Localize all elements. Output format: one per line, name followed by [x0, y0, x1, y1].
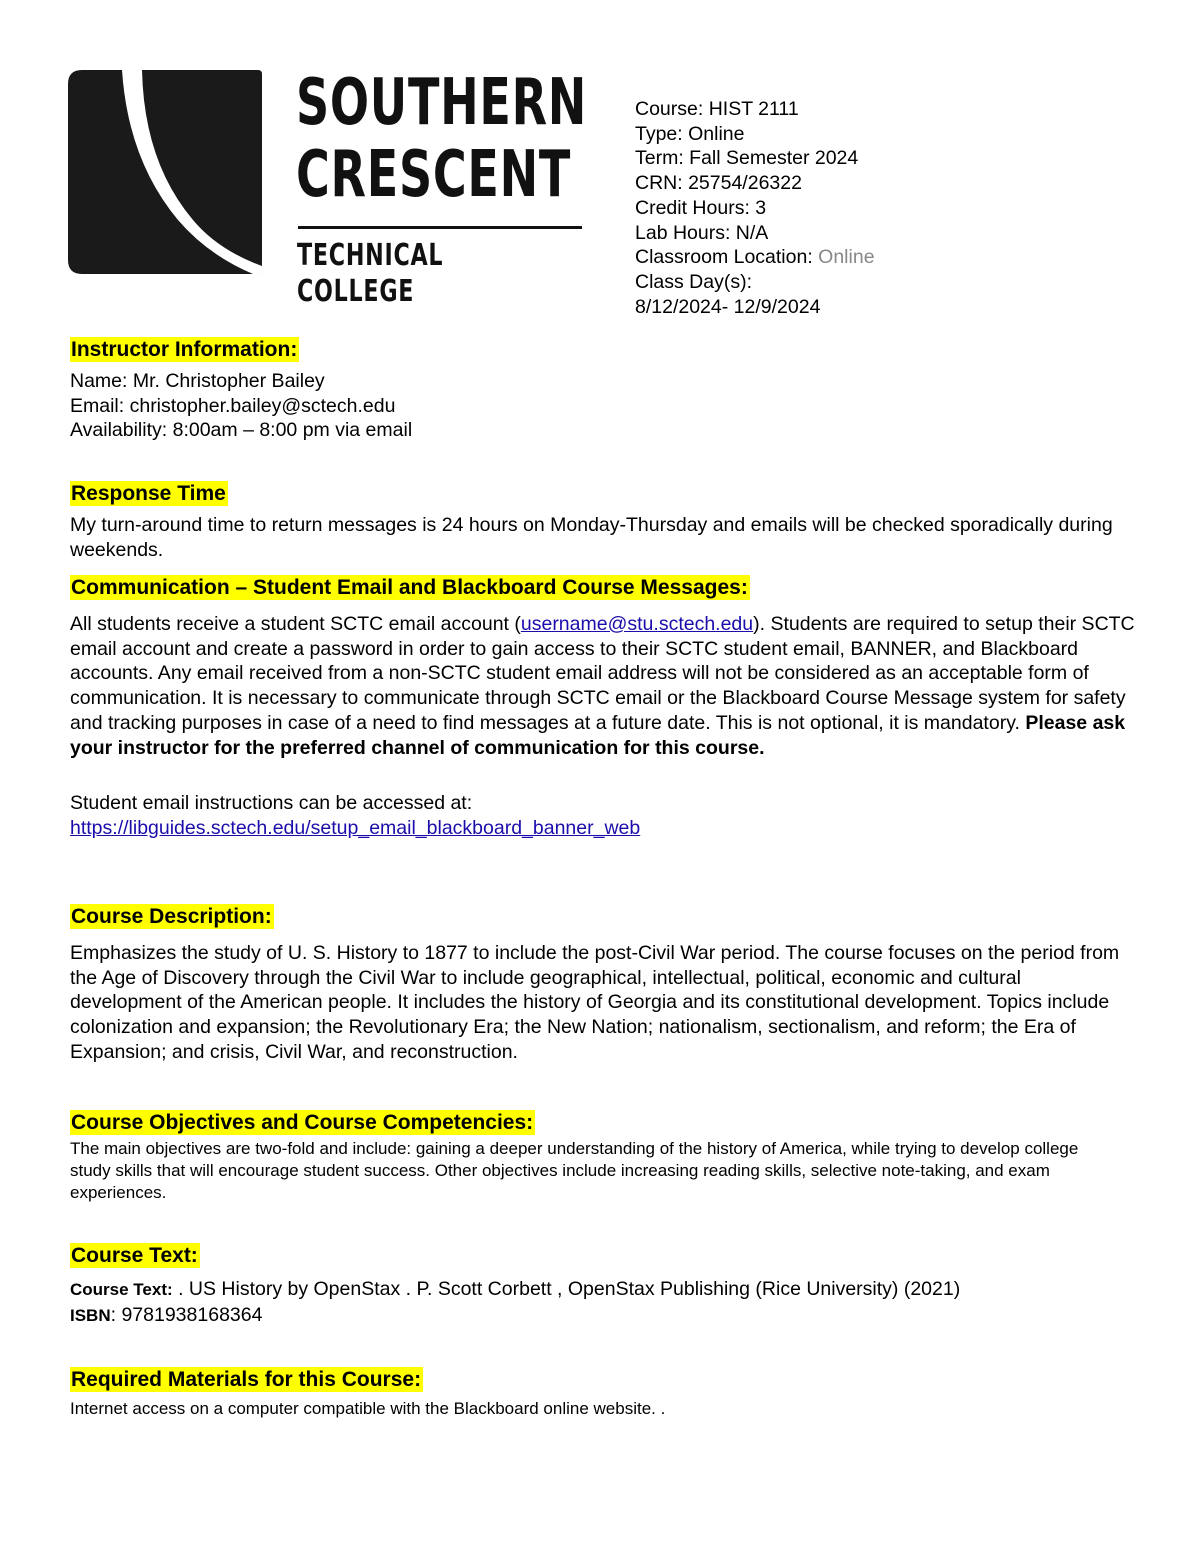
description-heading: Course Description:: [71, 905, 272, 928]
isbn-label: ISBN: [70, 1305, 111, 1325]
lab-hours: Lab Hours: N/A: [635, 221, 769, 244]
communication-bold-note: Please ask your instructor for the preferred channel of communication for this course.: [70, 711, 1126, 759]
classroom-location-value: Online: [818, 246, 875, 269]
isbn-value: : 9781938168364: [110, 1303, 263, 1326]
college-logo: [68, 66, 588, 309]
crescent-logo-mark: [68, 70, 268, 275]
course-term: Term: Fall Semester 2024: [635, 147, 859, 170]
communication-text-start: All students receive a student SCTC email account (: [70, 613, 521, 635]
email-instructions-link[interactable]: https://libguides.sctech.edu/setup_email_blackboard_banner_web: [70, 816, 641, 839]
isbn-line: [70, 1303, 1135, 1329]
response-heading: Response Time: [71, 482, 226, 505]
classroom-location-label: Classroom Location:: [635, 246, 819, 269]
communication-text-rest: ). Students are required to setup their SCTC email account and create a password in order to gain access to their SCTC student email, BANNER, and Blackboard accounts. Any email received from a non-SCTC student email address will not be considered as an acceptable form of communication. It is necessary to communicate through SCTC email or the Blackboard Course Message system for safety and tracking purposes in case of a need to find messages at a future date. This is not optional, it is mandatory.: [70, 613, 1135, 734]
course-text-section: [70, 1243, 1135, 1328]
course-text-heading: Course Text:: [71, 1244, 198, 1267]
course-text-line: [70, 1277, 1135, 1303]
communication-section: [70, 575, 1140, 841]
logo-line-southern: SOUTHERN: [296, 66, 588, 140]
class-days-value: 8/12/2024- 12/9/2024: [635, 295, 821, 318]
materials-heading: Required Materials for this Course:: [71, 1368, 422, 1391]
course-info: [635, 97, 875, 319]
course-type: Type: Online: [635, 122, 745, 145]
logo-divider: [298, 226, 582, 229]
communication-heading: Communication – Student Email and Blackboard Course Messages:: [71, 576, 748, 599]
materials-section: [70, 1367, 1135, 1420]
logo-line-crescent: CRESCENT: [296, 138, 572, 212]
response-section: [70, 481, 1135, 562]
class-days-label: Class Day(s):: [635, 270, 753, 293]
course-crn: CRN: 25754/26322: [635, 172, 802, 195]
instructor-heading: Instructor Information:: [71, 338, 298, 361]
email-instructions-label: Student email instructions can be accessed at:: [70, 792, 473, 815]
response-text: My turn-around time to return messages is 24 hours on Monday-Thursday and emails will be checked sporadically during weekends.: [70, 514, 1113, 561]
course-text-value: . US History by OpenStax . P. Scott Corbett , OpenStax Publishing (Rice University) (2021): [172, 1278, 961, 1300]
communication-text: [70, 612, 1140, 760]
instructor-name: Name: Mr. Christopher Bailey: [70, 370, 325, 392]
objectives-section: [70, 1110, 1110, 1204]
objectives-heading: Course Objectives and Course Competencies:: [71, 1111, 534, 1134]
objectives-text: The main objectives are two-fold and include: gaining a deeper understanding of the history of America, while trying to develop college study skills that will encourage student success. Other objectives include increasing reading skills, selective note-taking, and exam experiences.: [70, 1139, 1079, 1202]
course-code: Course: HIST 2111: [635, 98, 799, 120]
description-section: [70, 904, 1135, 1065]
classroom-location: [635, 245, 875, 270]
instructor-email: Email: christopher.bailey@sctech.edu: [70, 394, 396, 417]
instructor-section: [70, 337, 1135, 443]
logo-line-technical-college: TECHNICAL COLLEGE: [297, 238, 444, 309]
course-text-label: Course Text:: [70, 1280, 173, 1299]
student-email-link[interactable]: username@stu.sctech.edu: [520, 613, 754, 635]
credit-hours: Credit Hours: 3: [635, 196, 767, 219]
materials-text: Internet access on a computer compatible with the Blackboard online website. .: [70, 1399, 666, 1418]
description-text: Emphasizes the study of U. S. History to 1877 to include the post-Civil War period. The course focuses on the period from the Age of Discovery through the Civil War to include geographical, intellectual, political, economic and cultural development of the American people. It includes the history of Georgia and its constitutional development. Topics include colonization and expansion; the Revolutionary Era; the New Nation; nationalism, sectionalism, and reform; the Era of Expansion; and crisis, Civil War, and reconstruction.: [70, 942, 1120, 1063]
instructor-availability: Availability: 8:00am – 8:00 pm via email: [70, 419, 413, 442]
